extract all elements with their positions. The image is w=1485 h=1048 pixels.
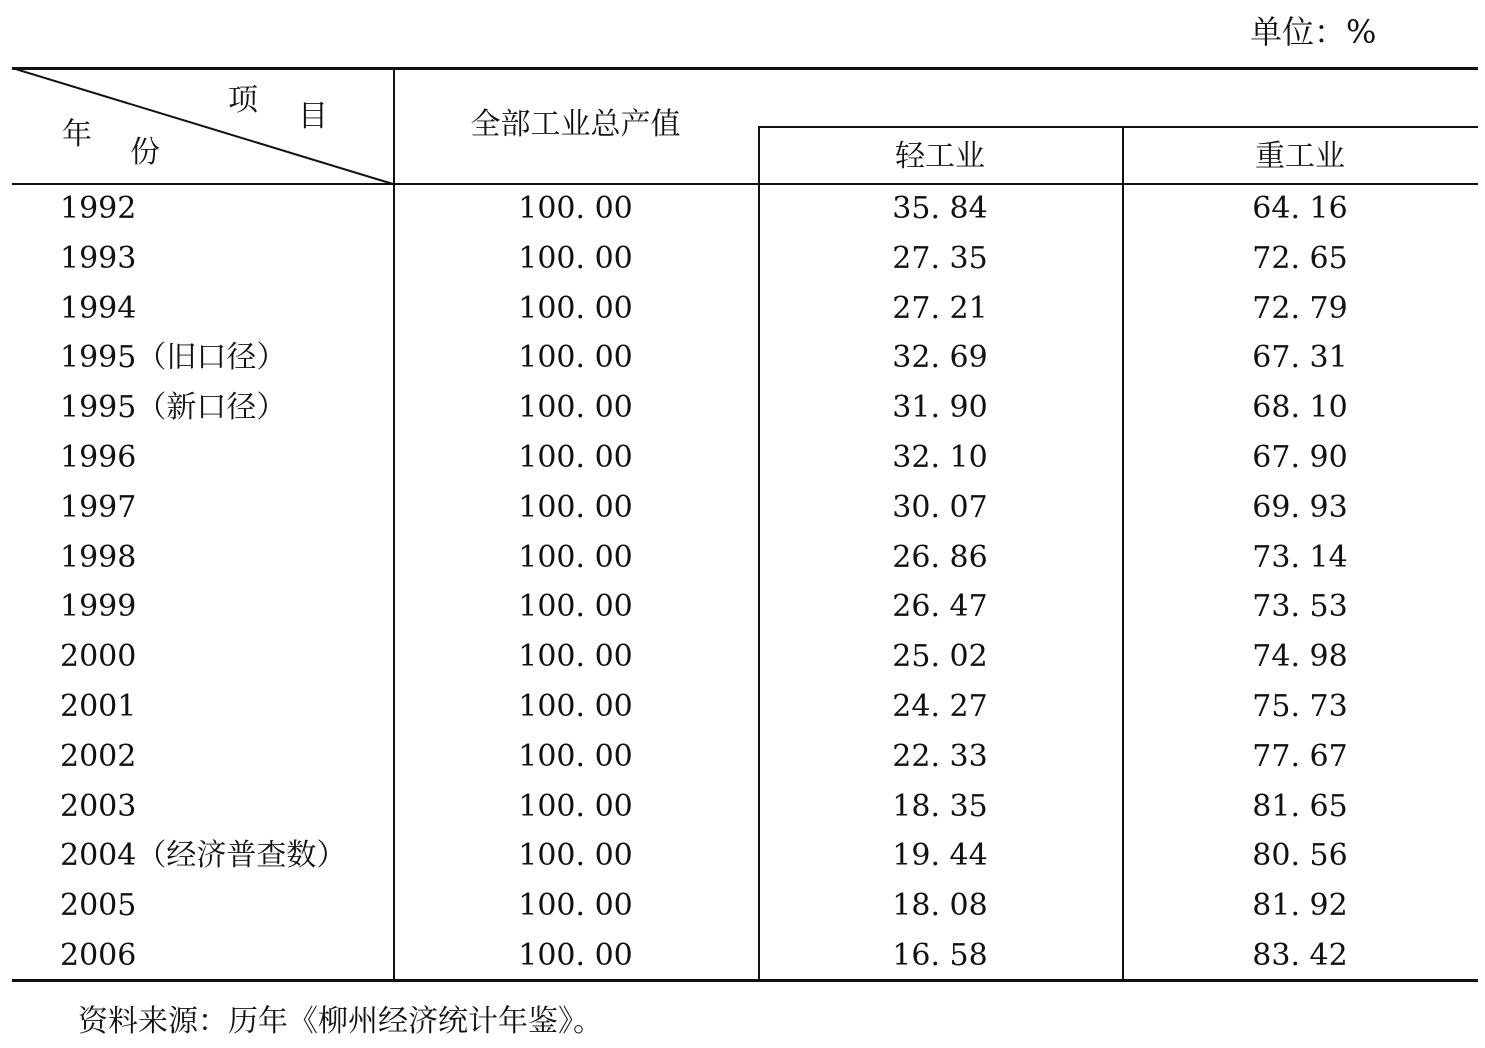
cell-heavy: 73. 53 (1252, 589, 1348, 625)
cell-light: 25. 02 (892, 639, 988, 675)
cell-year: 1999 (60, 589, 137, 625)
header-heavy-industry: 重工业 (1255, 139, 1345, 174)
cell-light: 19. 44 (892, 838, 988, 874)
cell-heavy: 67. 90 (1252, 439, 1348, 475)
cell-heavy: 72. 79 (1252, 290, 1348, 326)
cell-year: 1997 (60, 489, 137, 525)
table-row (12, 384, 1478, 434)
table-row (12, 185, 1478, 235)
cell-year: 2004（经济普查数） (60, 838, 347, 874)
cell-total: 100. 00 (518, 688, 633, 724)
cell-light: 27. 35 (892, 240, 988, 276)
cell-heavy: 77. 67 (1252, 738, 1348, 774)
cell-heavy: 81. 65 (1252, 788, 1348, 824)
cell-total: 100. 00 (518, 390, 633, 426)
cell-light: 22. 33 (892, 738, 988, 774)
table-row (12, 235, 1478, 285)
table-row (12, 932, 1478, 982)
corner-header-item-2: 目 (298, 99, 328, 134)
cell-year: 2003 (60, 788, 137, 824)
cell-light: 18. 08 (892, 888, 988, 924)
cell-total: 100. 00 (518, 838, 633, 874)
cell-light: 32. 69 (892, 340, 988, 376)
cell-heavy: 81. 92 (1252, 888, 1348, 924)
cell-light: 32. 10 (892, 439, 988, 475)
cell-total: 100. 00 (518, 290, 633, 326)
cell-total: 100. 00 (518, 240, 633, 276)
cell-total: 100. 00 (518, 589, 633, 625)
table-row (12, 583, 1478, 633)
corner-header-item-1: 项 (228, 83, 258, 118)
cell-year: 2005 (60, 888, 137, 924)
table-body (12, 185, 1478, 982)
cell-year: 2000 (60, 639, 137, 675)
cell-total: 100. 00 (518, 340, 633, 376)
cell-year: 1992 (60, 191, 137, 226)
table-row (12, 484, 1478, 534)
cell-light: 27. 21 (892, 290, 988, 326)
cell-total: 100. 00 (518, 439, 633, 475)
cell-heavy: 83. 42 (1252, 937, 1348, 973)
header-total-output: 全部工业总产值 (470, 107, 681, 142)
cell-year: 1995（新口径） (60, 390, 287, 426)
table-row (12, 534, 1478, 584)
cell-total: 100. 00 (518, 788, 633, 824)
table-row (12, 334, 1478, 384)
cell-year: 1995（旧口径） (60, 340, 287, 376)
cell-total: 100. 00 (518, 937, 633, 973)
table-row (12, 683, 1478, 733)
unit-label: 单位：% (1250, 13, 1377, 51)
table-row (12, 783, 1478, 833)
subheader-rule (758, 126, 1478, 128)
cell-heavy: 69. 93 (1252, 489, 1348, 525)
cell-heavy: 74. 98 (1252, 639, 1348, 675)
corner-header-year-2: 份 (130, 135, 160, 170)
cell-light: 35. 84 (892, 191, 988, 226)
table-row (12, 832, 1478, 882)
table-row (12, 285, 1478, 335)
cell-total: 100. 00 (518, 539, 633, 575)
cell-total: 100. 00 (518, 191, 633, 226)
cell-heavy: 75. 73 (1252, 688, 1348, 724)
header-light-industry: 轻工业 (895, 139, 985, 174)
table-row (12, 633, 1478, 683)
cell-light: 31. 90 (892, 390, 988, 426)
cell-heavy: 73. 14 (1252, 539, 1348, 575)
cell-light: 24. 27 (892, 688, 988, 724)
source-note: 资料来源：历年《柳州经济统计年鉴》。 (78, 1004, 603, 1039)
cell-year: 2002 (60, 738, 137, 774)
table-row (12, 434, 1478, 484)
cell-year: 1994 (60, 290, 137, 326)
cell-light: 16. 58 (892, 937, 988, 973)
cell-total: 100. 00 (518, 639, 633, 675)
cell-heavy: 72. 65 (1252, 240, 1348, 276)
cell-heavy: 80. 56 (1252, 838, 1348, 874)
cell-total: 100. 00 (518, 888, 633, 924)
cell-year: 1998 (60, 539, 137, 575)
cell-light: 18. 35 (892, 788, 988, 824)
cell-light: 30. 07 (892, 489, 988, 525)
cell-total: 100. 00 (518, 738, 633, 774)
cell-year: 2006 (60, 937, 137, 973)
corner-header-year-1: 年 (62, 117, 92, 152)
cell-year: 1996 (60, 439, 137, 475)
cell-year: 2001 (60, 688, 137, 724)
data-table (12, 67, 1478, 982)
cell-heavy: 67. 31 (1252, 340, 1348, 376)
cell-year: 1993 (60, 240, 137, 276)
table-row (12, 882, 1478, 932)
cell-light: 26. 47 (892, 589, 988, 625)
cell-heavy: 64. 16 (1252, 191, 1348, 226)
cell-heavy: 68. 10 (1252, 390, 1348, 426)
cell-light: 26. 86 (892, 539, 988, 575)
cell-total: 100. 00 (518, 489, 633, 525)
table-row (12, 733, 1478, 783)
